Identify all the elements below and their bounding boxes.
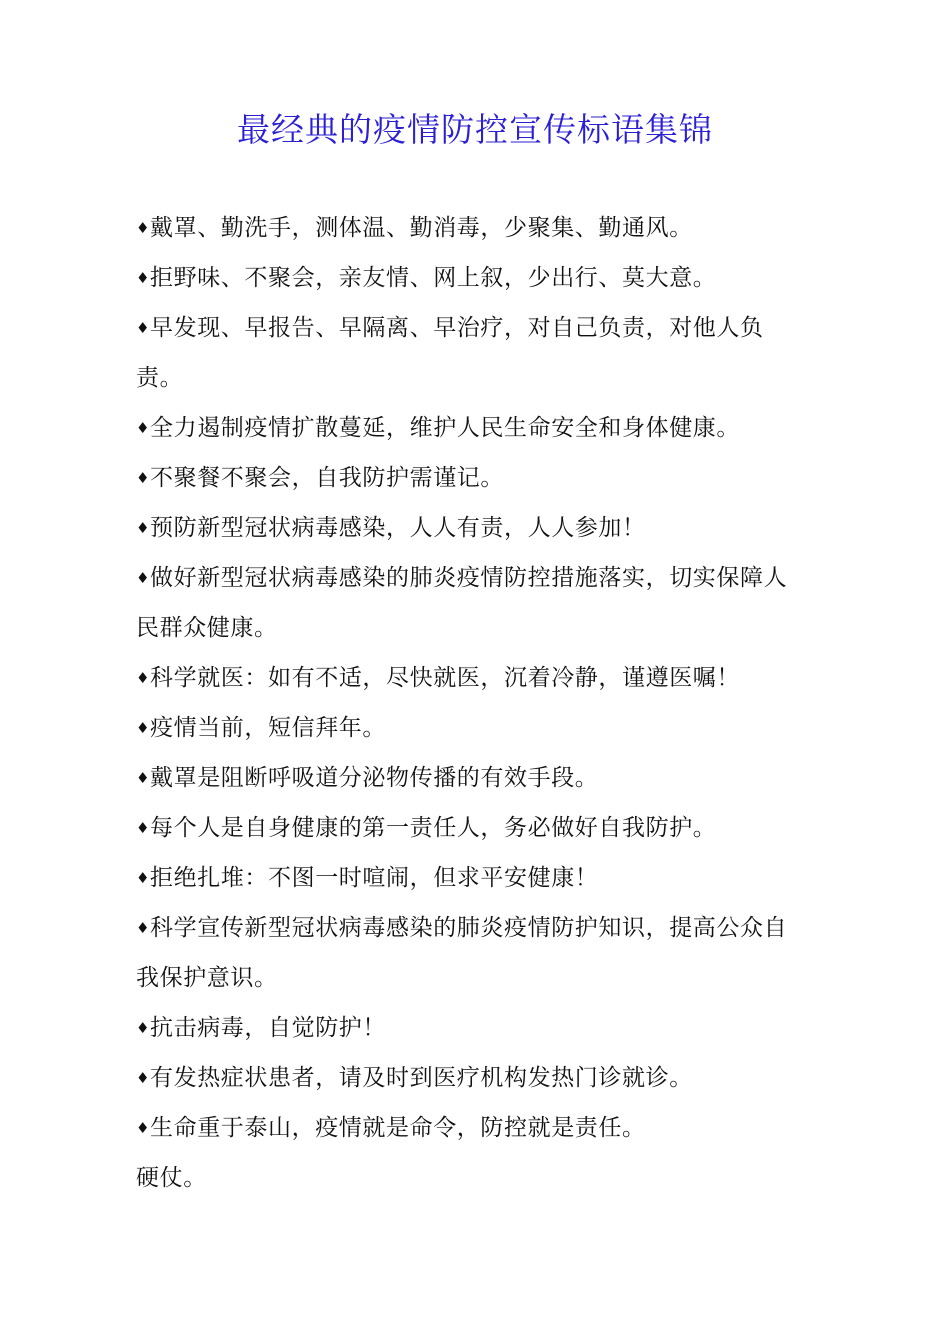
slogan-text: 不聚餐不聚会，自我防护需谨记。 bbox=[150, 465, 504, 491]
diamond-bullet-icon: ♦ bbox=[136, 1119, 151, 1137]
slogan-text: 生命重于泰山，疫情就是命令，防控就是责任。 bbox=[150, 1115, 646, 1141]
slogan-continuation-line bbox=[136, 603, 816, 653]
slogan-text: 疫情当前，短信拜年。 bbox=[150, 715, 386, 741]
slogan-text: 戴罩、勤洗手，测体温、勤消毒，少聚集、勤通风。 bbox=[150, 215, 693, 241]
slogan-text: 拒野味、不聚会，亲友情、网上叙，少出行、莫大意。 bbox=[150, 265, 717, 291]
slogan-line bbox=[136, 453, 816, 503]
slogan-text: 拒绝扎堆：不图一时喧闹，但求平安健康！ bbox=[150, 865, 599, 891]
diamond-bullet-icon: ♦ bbox=[136, 769, 151, 787]
page-title: 最经典的疫情防控宣传标语集锦 bbox=[237, 110, 713, 149]
slogan-text: 我保护意识。 bbox=[136, 965, 278, 991]
slogan-text: 做好新型冠状病毒感染的肺炎疫情防控措施落实，切实保障人 bbox=[150, 565, 788, 591]
slogan-line bbox=[136, 203, 816, 253]
slogan-text: 早发现、早报告、早隔离、早治疗，对自己负责，对他人负 bbox=[150, 315, 764, 341]
slogan-line bbox=[136, 503, 816, 553]
diamond-bullet-icon: ♦ bbox=[136, 419, 151, 437]
slogan-continuation-line bbox=[136, 353, 816, 403]
slogan-text: 戴罩是阻断呼吸道分泌物传播的有效手段。 bbox=[150, 765, 599, 791]
diamond-bullet-icon: ♦ bbox=[136, 669, 151, 687]
slogan-line bbox=[136, 803, 816, 853]
diamond-bullet-icon: ♦ bbox=[136, 919, 151, 937]
slogan-line bbox=[136, 403, 816, 453]
slogan-line bbox=[136, 1053, 816, 1103]
diamond-bullet-icon: ♦ bbox=[136, 469, 151, 487]
slogan-line bbox=[136, 1003, 816, 1053]
slogan-continuation-line bbox=[136, 953, 816, 1003]
diamond-bullet-icon: ♦ bbox=[136, 219, 151, 237]
slogan-text: 每个人是自身健康的第一责任人，务必做好自我防护。 bbox=[150, 815, 717, 841]
slogan-text: 科学就医：如有不适，尽快就医，沉着冷静，谨遵医嘱！ bbox=[150, 665, 740, 691]
diamond-bullet-icon: ♦ bbox=[136, 269, 151, 287]
diamond-bullet-icon: ♦ bbox=[136, 869, 151, 887]
slogan-line bbox=[136, 1103, 816, 1153]
slogan-continuation-line bbox=[136, 1153, 816, 1203]
slogan-line bbox=[136, 853, 816, 903]
slogan-line bbox=[136, 653, 816, 703]
slogan-text: 民群众健康。 bbox=[136, 615, 278, 641]
diamond-bullet-icon: ♦ bbox=[136, 519, 151, 537]
diamond-bullet-icon: ♦ bbox=[136, 719, 151, 737]
slogan-line bbox=[136, 753, 816, 803]
diamond-bullet-icon: ♦ bbox=[136, 569, 151, 587]
slogan-line bbox=[136, 903, 816, 953]
slogan-text: 硬仗。 bbox=[136, 1165, 207, 1191]
slogan-line bbox=[136, 303, 816, 353]
slogan-text: 责。 bbox=[136, 365, 184, 391]
slogan-list bbox=[136, 203, 816, 1203]
slogan-text: 全力遏制疫情扩散蔓延，维护人民生命安全和身体健康。 bbox=[150, 415, 740, 441]
slogan-text: 抗击病毒，自觉防护！ bbox=[150, 1015, 386, 1041]
diamond-bullet-icon: ♦ bbox=[136, 1069, 151, 1087]
diamond-bullet-icon: ♦ bbox=[136, 319, 151, 337]
slogan-text: 科学宣传新型冠状病毒感染的肺炎疫情防护知识，提高公众自 bbox=[150, 915, 788, 941]
diamond-bullet-icon: ♦ bbox=[136, 1019, 151, 1037]
slogan-text: 预防新型冠状病毒感染，人人有责，人人参加！ bbox=[150, 515, 646, 541]
diamond-bullet-icon: ♦ bbox=[136, 819, 151, 837]
slogan-line bbox=[136, 553, 816, 603]
slogan-text: 有发热症状患者，请及时到医疗机构发热门诊就诊。 bbox=[150, 1065, 693, 1091]
slogan-line bbox=[136, 703, 816, 753]
slogan-line bbox=[136, 253, 816, 303]
